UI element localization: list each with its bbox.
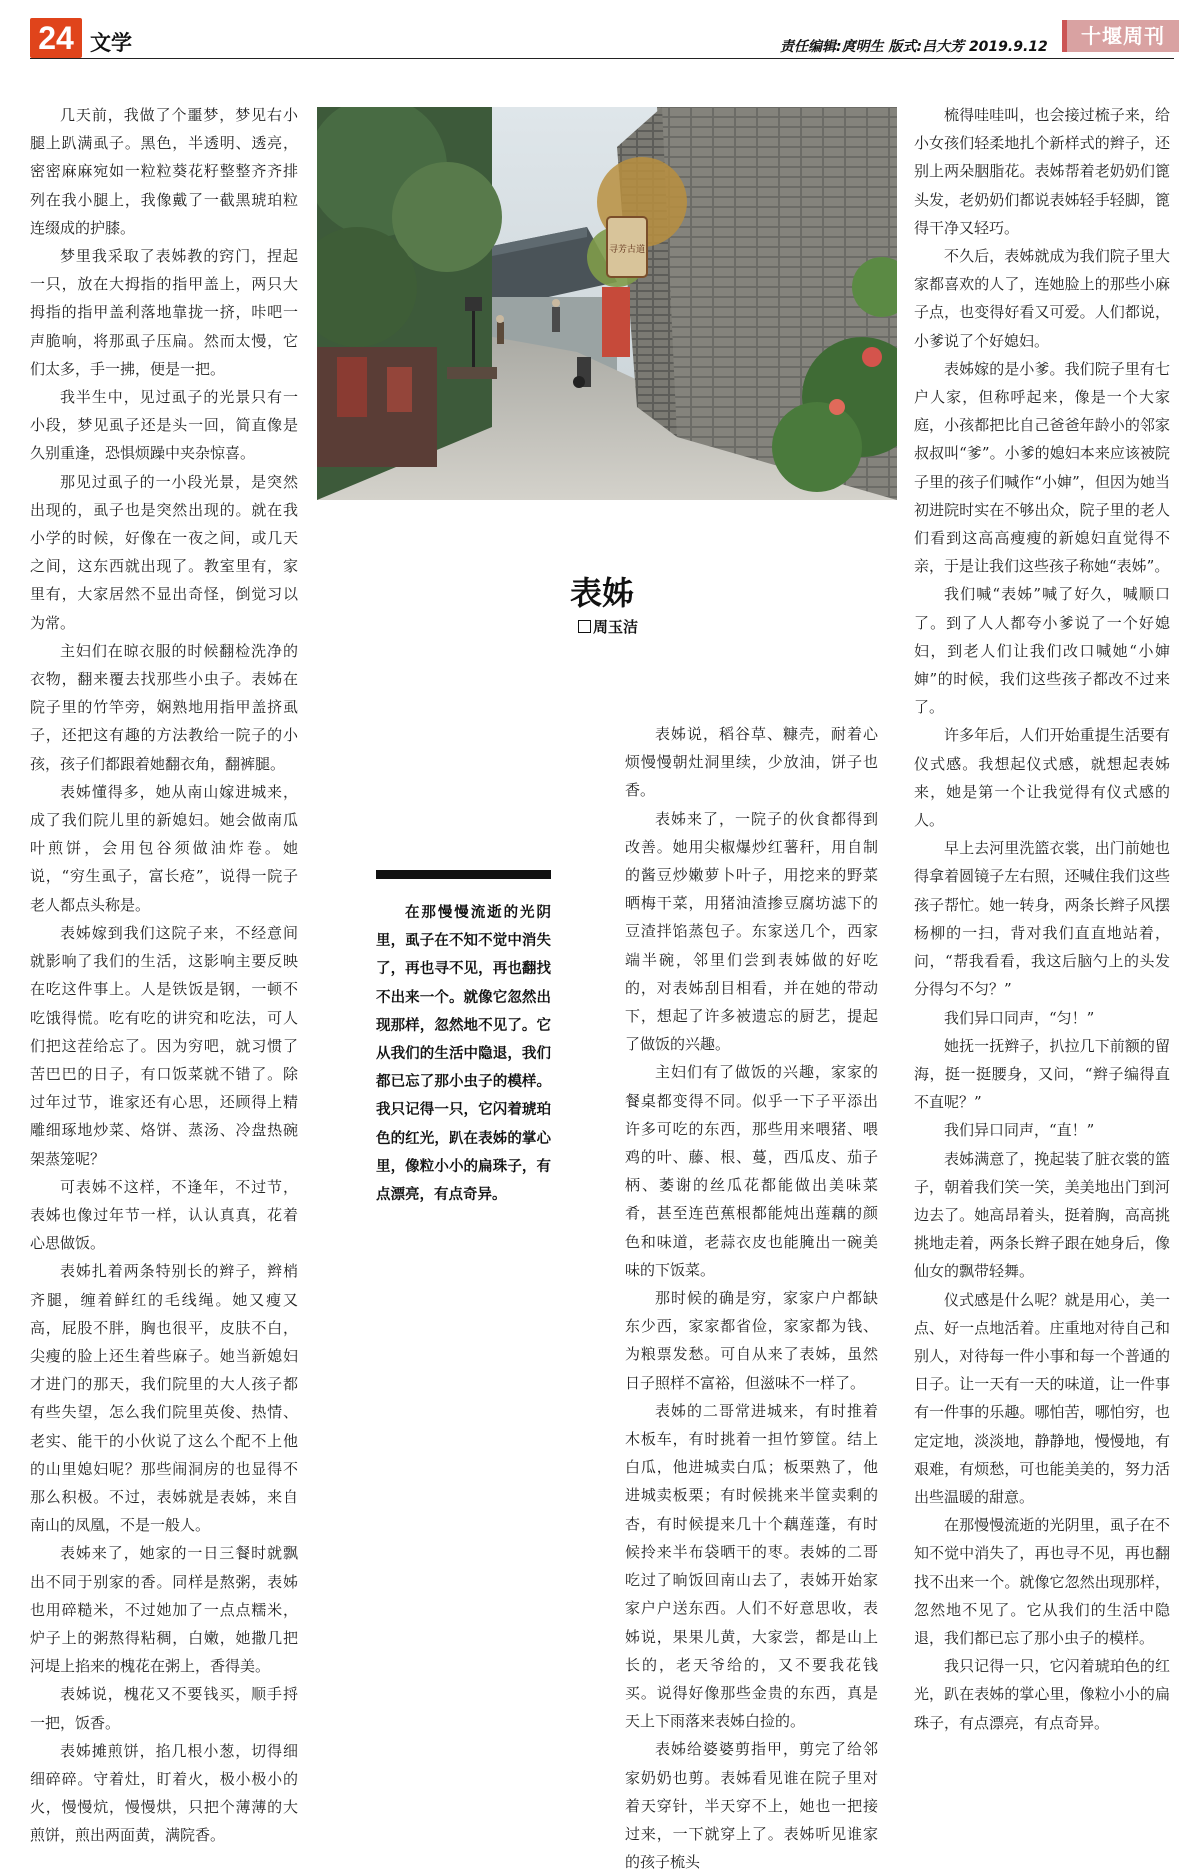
paragraph: 不久后，表姊就成为我们院子里大家都喜欢的人了，连她脸上的那些小麻子点，也变得好看又可爱。人们都说，小爹说了个好媳妇。 — [914, 247, 1170, 350]
paragraph: 早上去河里洗篮衣裳，出门前她也得拿着圆镜子左右照，还喊住我们这些孩子帮忙。她一转身，两条长辫子风摆杨柳的一扫，背对我们直直地站着，问，“帮我看看，我这后脑勺上的头发分得匀不匀？” — [914, 839, 1170, 999]
author-name: 周玉洁 — [593, 618, 639, 636]
paragraph: 表姊扎着两条特别长的辫子，辫梢齐腿，缠着鲜红的毛线绳。她又瘦又高，屁股不胖，胸也很平，皮肤不白，尖瘦的脸上还生着些麻子。她当新媳妇才进门的那天，我们院里的大人孩子都有些失望，怎么我们院里英俊、热情、老实、能干的小伙说了这么个配不上他的山里媳妇呢？那些闹洞房的也显得不那么积极。不过，表姊就是表姊，来自南山的凤凰，不是一般人。 — [30, 1262, 298, 1535]
paragraph: 主妇们在晾衣服的时候翻检洗净的衣物，翻来覆去找那些小虫子。表姊在院子里的竹竿旁，娴熟地用指甲盖挤虱子，还把这有趣的方法教给一院子的小孩，孩子们都跟着她翻衣角，翻裤腿。 — [30, 641, 298, 773]
paragraph: 表姊说，稻谷草、糠壳，耐着心烦慢慢朝灶洞里续，少放油，饼子也香。 — [625, 725, 878, 800]
newspaper-masthead: 十堰周刊 — [1062, 20, 1179, 52]
paragraph: 我们喊“表姊”喊了好久，喊顺口了。到了人人都夸小爹说了一个好媳妇，到老人们让我们改口喊她“小婶婶”的时候，我们这些孩子都改不过来了。 — [914, 585, 1170, 717]
paragraph: 表姊给婆婆剪指甲，剪完了给邻家奶奶也剪。表姊看见谁在院子里对着天穿针，半天穿不上，她也一把接过来，一下就穿上了。表姊听见谁家的孩子梳头 — [625, 1740, 878, 1872]
paragraph: 梦里我采取了表姊教的窍门，捏起一只，放在大拇指的指甲盖上，两只大拇指的指甲盖利落地靠拢一挤，咔吧一声脆响，将那虱子压扁。然而太慢，它们太多，手一拂，便是一把。 — [30, 247, 298, 378]
paragraph: 那见过虱子的一小段光景，是突然出现的，虱子也是突然出现的。就在我小学的时候，好像在一夜之间，或几天之间，这东西就出现了。教室里有，家里有，大家居然不显出奇怪，倒觉习以为常。 — [30, 472, 298, 632]
article-title: 表姊 — [570, 574, 635, 612]
pullquote-bar — [376, 870, 551, 879]
article-column-3 — [625, 720, 878, 1876]
paragraph: 她抚一抚辫子，扒拉几下前额的留海，挺一挺腰身，又问，“辫子编得直不直呢？” — [914, 1036, 1170, 1112]
paragraph: 可表姊不这样，不逢年，不过节，表姊也像过年节一样，认认真真，花着心思做饭。 — [30, 1177, 298, 1253]
paragraph: 表姊懂得多，她从南山嫁进城来，成了我们院儿里的新媳妇。她会做南瓜叶煎饼，会用包谷须做油炸卷。她说，“穷生虱子，富长疮”，说得一院子老人都点头称是。 — [30, 782, 298, 914]
paragraph: 表姊的二哥常进城来，有时推着木板车，有时挑着一担竹箩筐。结上白瓜，他进城卖白瓜；板栗熟了，他进城卖板栗；有时候挑来半筐卖剩的杏，有时候提来几十个藕莲蓬，有时候拎来半布袋晒干的枣。表姊的二哥吃过了晌饭回南山去了，表姊开始家家户户送东西。人们不好意思收，表姊说，果果儿黄，大家尝，都是山上长的，老天爷给的，又不要我花钱买。说得好像那些金贵的东西，真是天上下雨落来表姊白捡的。 — [625, 1401, 878, 1731]
paragraph: 梳得哇哇叫，也会接过梳子来，给小女孩们轻柔地扎个新样式的辫子，还别上两朵胭脂花。表姊帮着老奶奶们篦头发，老奶奶们都说表姊轻手轻脚，篦得干净又轻巧。 — [914, 106, 1170, 237]
page-number: 24 — [30, 18, 82, 58]
paragraph: 我们异口同声，“匀！” — [944, 1008, 1095, 1027]
paragraph: 我们异口同声，“直！” — [944, 1121, 1095, 1140]
byline-box-icon — [578, 620, 591, 633]
paragraph: 表姊满意了，挽起装了脏衣裳的篮子，朝着我们笑一笑，美美地出门到河边去了。她高昂着头，挺着胸，高高挑挑地走着，两条长辫子跟在她身后，像仙女的飘带轻舞。 — [914, 1149, 1170, 1281]
article-column-1 — [30, 101, 298, 1850]
paragraph: 我半生中，见过虱子的光景只有一小段，梦见虱子还是头一回，简直像是久别重逢，恐惧烦躁中夹杂惊喜。 — [30, 388, 298, 463]
article-byline — [578, 616, 638, 637]
paragraph: 表姊来了，一院子的伙食都得到改善。她用尖椒爆炒红薯秆，用自制的酱豆炒嫩萝卜叶子，用挖来的野菜晒梅干菜，用猪油渣掺豆腐坊滤下的豆渣拌馅蒸包子。东家送几个，西家端半碗，邻里们尝到表姊做的好吃的，对表姊刮目相看，并在她的带动下，想起了许多被遗忘的厨艺，提起了做饭的兴趣。 — [625, 809, 878, 1054]
paragraph: 几天前，我做了个噩梦，梦见右小腿上趴满虱子。黑色，半透明、透亮，密密麻麻宛如一粒粒葵花籽整整齐齐排列在我小腿上，我像戴了一截黑琥珀粒连缀成的护膝。 — [30, 106, 298, 237]
paragraph: 那时候的确是穷，家家户户都缺东少西，家家都省俭，家家都为钱、为粮票发愁。可自从来了表姊，虽然日子照样不富裕，但滋味不一样了。 — [625, 1289, 878, 1392]
pullquote: 在那慢慢流逝的光阴里，虱子在不知不觉中消失了，再也寻不见，再也翻找不出来一个。就像它忽然出现那样，忽然地不见了。它从我们的生活中隐退，我们都已忘了那小虫子的模样。我只记得一只，它闪着琥珀色的红光，趴在表姊的掌心里，像粒小小的扁珠子，有点漂亮，有点奇异。 — [376, 904, 551, 1204]
header-rule — [30, 58, 1174, 59]
article-photo — [317, 107, 897, 500]
page-header — [0, 0, 1200, 60]
paragraph: 许多年后，人们开始重提生活要有仪式感。我想起仪式感，就想起表姊来，她是第一个让我觉得有仪式感的人。 — [914, 726, 1170, 830]
paragraph: 表姊摊煎饼，掐几根小葱，切得细细碎碎。守着灶，盯着火，极小极小的火，慢慢炕，慢慢烘，只把个薄薄的大煎饼，煎出两面黄，满院香。 — [30, 1741, 298, 1845]
paragraph: 我只记得一只，它闪着琥珀色的红光，趴在表姊的掌心里，像粒小小的扁珠子，有点漂亮，有点奇异。 — [914, 1657, 1170, 1732]
section-name: 文学 — [90, 31, 132, 55]
paragraph: 主妇们有了做饭的兴趣，家家的餐桌都变得不同。似乎一下子平添出许多可吃的东西，那些用来喂猪、喂鸡的叶、藤、根、蔓，西瓜皮、茄子柄、萎谢的丝瓜花都能做出美味菜肴，甚至连芭蕉根都能炖出莲藕的颜色和味道，老蒜衣皮也能腌出一碗美味的下饭菜。 — [625, 1063, 878, 1279]
article-column-4 — [914, 101, 1170, 1737]
paragraph: 表姊嫁到我们这院子来，不经意间就影响了我们的生活，这影响主要反映在吃这件事上。人是铁饭是钢，一顿不吃饿得慌。吃有吃的讲究和吃法，可人们把这茬给忘了。因为穷吧，就习惯了苦巴巴的日子，有口饭菜就不错了。除过年过节，谁家还有心思，还顾得上精雕细琢地炒菜、烙饼、蒸汤、冷盘热碗架蒸笼呢？ — [30, 923, 298, 1168]
editor-credit-line: 责任编辑:庹明生 版式:吕大芳 2019.9.12 — [780, 39, 1048, 55]
paragraph: 表姊来了，她家的一日三餐时就飘出不同于别家的香。同样是熬粥，表姊也用碎糙米，不过她加了一点点糯米，炉子上的粥熬得粘稠，白嫩，她撒几把河堤上掐来的槐花在粥上，香得美。 — [30, 1544, 298, 1676]
photo-shop-sign: 寻芳古道 — [608, 245, 646, 255]
paragraph: 表姊说，槐花又不要钱买，顺手捋一把，饭香。 — [30, 1685, 298, 1732]
paragraph: 表姊嫁的是小爹。我们院子里有七户人家，但称呼起来，像是一个大家庭，小孩都把比自己爸爸年龄小的邻家叔叔叫“爹”。小爹的媳妇本来应该被院子里的孩子们喊作“小婶”，但因为她当初进院时实在不够出众，院子里的老人们看到这高高瘦瘦的新媳妇直觉得不亲，于是让我们这些孩子称她“表姊”。 — [914, 359, 1170, 576]
paragraph: 在那慢慢流逝的光阴里，虱子在不知不觉中消失了，再也寻不见，再也翻找不出来一个。就像它忽然出现那样，忽然地不见了。它从我们的生活中隐退，我们都已忘了那小虫子的模样。 — [914, 1516, 1170, 1647]
paragraph: 仪式感是什么呢？就是用心，美一点、好一点地活着。庄重地对待自己和别人，对待每一件小事和每一个普通的日子。让一天有一天的味道，让一件事有一件事的乐趣。哪怕苦，哪怕穷，也定定地，淡淡地，静静地，慢慢地，有艰难，有烦愁，可也能美美的，努力活出些温暖的甜意。 — [914, 1290, 1170, 1506]
